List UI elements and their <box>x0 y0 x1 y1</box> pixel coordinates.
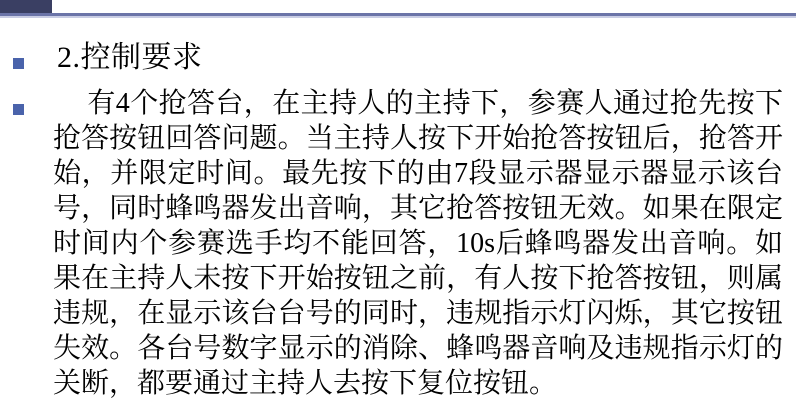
decoration-bar-light <box>0 16 796 18</box>
decoration-bar-accent <box>52 0 796 13</box>
square-bullet-icon <box>13 58 24 69</box>
slide-body-paragraph <box>53 86 783 401</box>
slide-top-decoration <box>0 0 796 22</box>
slide-title: 2.控制要求 <box>57 41 203 74</box>
decoration-bar-dark <box>0 0 52 14</box>
square-bullet-icon <box>13 104 24 115</box>
body-text-content: 有4个抢答台，在主持人的主持下，参赛人通过抢先按下抢答按钮回答问题。当主持人按下开始抢答按钮后，抢答开始，并限定时间。最先按下的由7段显示器显示器显示该台号，同时蜂鸣器发出音响，其它抢答按钮无效。如果在限定时间内个参赛选手均不能回答，10s后蜂鸣器发出音响。如果在主持人未按下开始按钮之前，有人按下抢答按钮，则属违规，在显示该台台号的同时，违规指示灯闪烁，其它按钮失效。各台号数字显示的消除、蜂鸣器音响及违规指示灯的关断，都要通过主持人去按下复位按钮。 <box>53 88 783 399</box>
slide-content <box>0 22 796 411</box>
